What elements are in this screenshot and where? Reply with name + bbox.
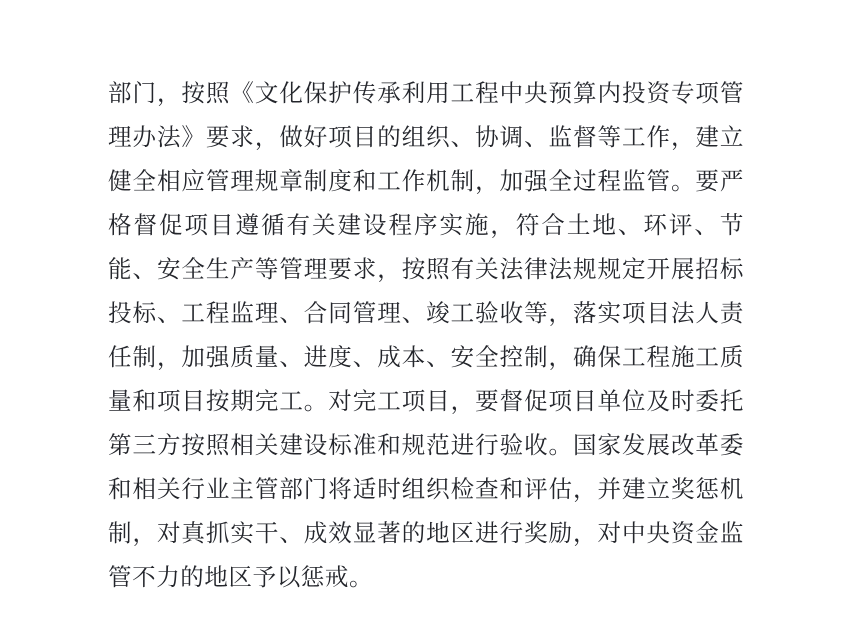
document-paragraph: 部门，按照《文化保护传承利用工程中央预算内投资专项管理办法》要求，做好项目的组织、协调、监督等工作，建立健全相应管理规章制度和工作机制，加强全过程监管。要严格督促项目遵循有关建设程序实施，符合土地、环评、节能、安全生产等管理要求，按照有关法律法规规定开展招标投标、工程监理、合同管理、竣工验收等，落实项目法人责任制，加强质量、进度、成本、安全控制，确保工程施工质量和项目按期完工。对完工项目，要督促项目单位及时委托第三方按照相关建设标准和规范进行验收。国家发展改革委和相关行业主管部门将适时组织检查和评估，并建立奖惩机制，对真抓实干、成效显著的地区进行奖励，对中央资金监管不力的地区予以惩戒。 <box>108 81 744 591</box>
